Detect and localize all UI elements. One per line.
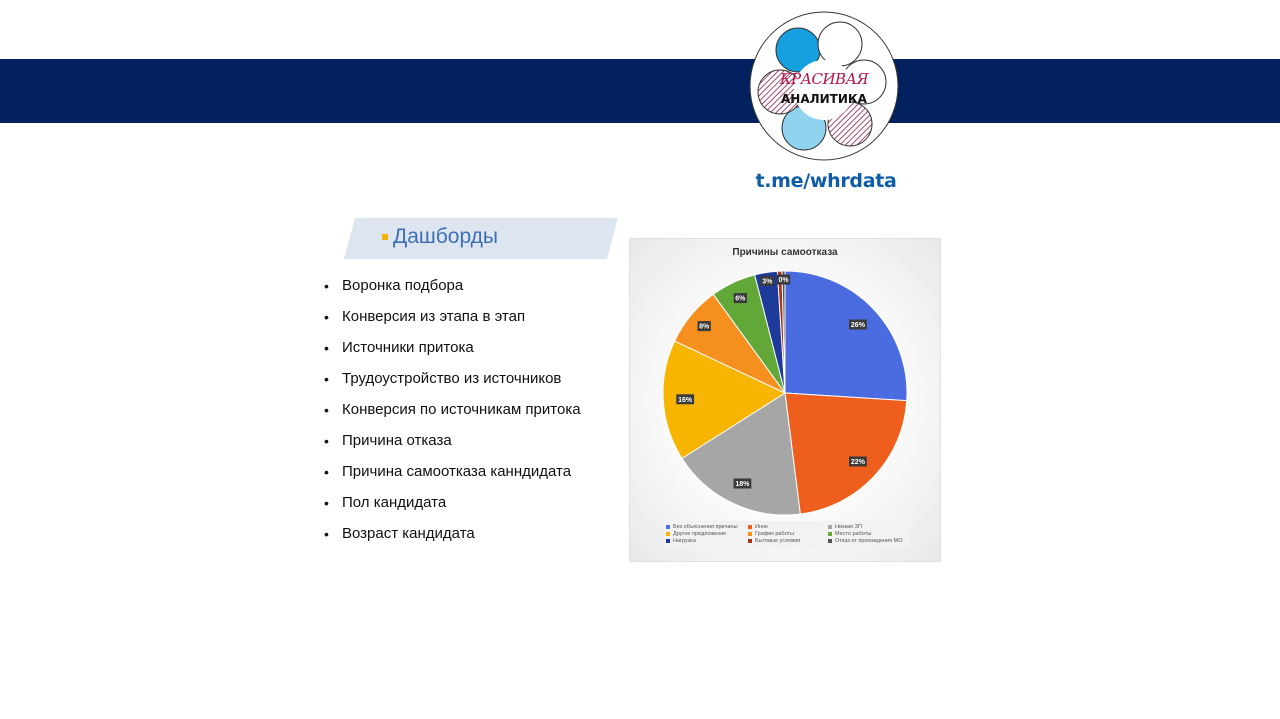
- logo: [748, 10, 900, 162]
- bullet-dot: •: [324, 308, 329, 325]
- data-label-text: 16%: [678, 396, 693, 404]
- data-label-text: 8%: [699, 323, 710, 331]
- bullet-dot: •: [324, 432, 329, 449]
- legend-swatch: [666, 525, 670, 529]
- legend-swatch: [828, 532, 832, 536]
- data-label: [777, 275, 790, 285]
- list-item-label: Трудоустройство из источников: [342, 370, 562, 387]
- list-item-label: Источники притока: [342, 339, 474, 356]
- bullet-dot: •: [324, 494, 329, 511]
- logo-text-1: КРАСИВАЯ: [779, 70, 869, 88]
- data-label: [676, 394, 694, 404]
- data-label-text: 6%: [735, 295, 746, 303]
- data-label-text: 3%: [762, 278, 773, 286]
- bullet-dot: •: [324, 277, 329, 294]
- bullet-dot: •: [324, 339, 329, 356]
- square-bullet-icon: [382, 234, 388, 240]
- legend-item: [666, 524, 748, 530]
- pie-slice: [785, 271, 907, 401]
- bullet-dot: •: [324, 525, 329, 542]
- legend-swatch: [748, 532, 752, 536]
- data-label: [849, 320, 867, 330]
- bullet-dot: •: [324, 370, 329, 387]
- list-item-label: Конверсия из этапа в этап: [342, 308, 526, 325]
- list-item: [324, 518, 581, 549]
- list-item: [324, 425, 581, 456]
- banner-heading: [382, 225, 498, 249]
- legend-item: [748, 531, 828, 537]
- list-item-label: Причина отказа: [342, 432, 452, 449]
- pie-svg: [630, 239, 940, 519]
- bullet-dot: •: [324, 401, 329, 418]
- legend-swatch: [748, 539, 752, 543]
- legend-swatch: [828, 539, 832, 543]
- legend-swatch: [666, 539, 670, 543]
- data-label: [849, 456, 867, 466]
- data-label: [734, 293, 747, 303]
- list-item-label: Воронка подбора: [342, 277, 464, 294]
- legend-label: Иное: [755, 524, 769, 530]
- legend-swatch: [748, 525, 752, 529]
- chart-title: Причины самоотказа: [732, 247, 838, 258]
- list-item: [324, 301, 581, 332]
- data-label: [761, 276, 774, 286]
- legend-swatch: [666, 532, 670, 536]
- legend-label: Место работы: [835, 531, 872, 537]
- list-item-label: Причина самоотказа канндидата: [342, 463, 572, 480]
- chart-legend: [664, 521, 910, 547]
- logo-text-2: АНАЛИТИКА: [781, 92, 867, 106]
- list-item: [324, 487, 581, 518]
- legend-label: Другое предложение: [673, 531, 727, 537]
- list-item: [324, 394, 581, 425]
- pie-slice: [785, 393, 907, 514]
- legend-label: Низкая ЗП: [835, 524, 862, 530]
- list-item: [324, 270, 581, 301]
- legend-item: [828, 531, 908, 537]
- channel-link[interactable]: t.me/whrdata: [755, 170, 897, 192]
- section-banner: [344, 218, 618, 259]
- legend-item: [666, 531, 748, 537]
- legend-item: [748, 524, 828, 530]
- legend-label: Бытовые условия: [755, 538, 801, 544]
- banner-title: Дашборды: [393, 225, 498, 248]
- legend-label: Нагрузка: [673, 538, 696, 544]
- legend-label: График работы: [755, 531, 794, 537]
- list-item-label: Возраст кандидата: [342, 525, 475, 542]
- list-item: [324, 363, 581, 394]
- legend-item: [666, 538, 748, 544]
- legend-label: Без объяснения причины: [673, 524, 738, 530]
- dashboard-list: [324, 270, 581, 549]
- legend-item: [748, 538, 828, 544]
- legend-item: [828, 524, 908, 530]
- data-label-text: 0%: [778, 277, 789, 285]
- list-item: [324, 456, 581, 487]
- list-item: [324, 332, 581, 363]
- data-label: [734, 479, 752, 489]
- legend-label: Отказ от прохождения МО: [835, 538, 903, 544]
- bullet-dot: •: [324, 463, 329, 480]
- pie-chart: [629, 238, 941, 562]
- list-item-label: Конверсия по источникам притока: [342, 401, 581, 418]
- data-label-text: 26%: [850, 322, 865, 330]
- data-label-text: 18%: [735, 481, 750, 489]
- data-label: [698, 321, 711, 331]
- legend-item: [828, 538, 908, 544]
- list-item-label: Пол кандидата: [342, 494, 447, 511]
- header-band: [0, 59, 1280, 123]
- legend-swatch: [828, 525, 832, 529]
- data-label-text: 22%: [850, 459, 865, 467]
